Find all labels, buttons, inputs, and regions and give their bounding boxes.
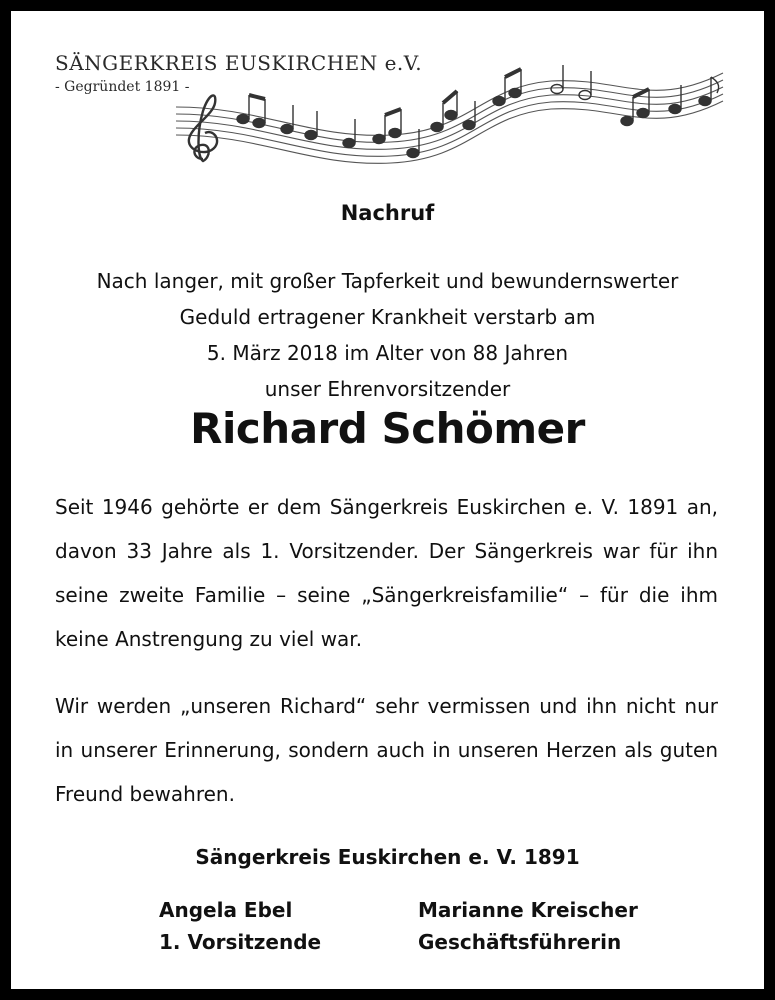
intro-line: Nach langer, mit großer Tapferkeit und bewundernswerter [96,269,679,293]
deceased-name: Richard Schömer [190,404,585,453]
signer-role: Geschäftsführerin [418,930,622,954]
signer-role: 1. Vorsitzende [159,930,322,954]
intro-line: unser Ehrenvorsitzender [264,377,511,401]
signer-1 [159,894,321,958]
signer-name: Marianne Kreischer [418,898,638,922]
intro-line: Geduld ertragener Krankheit verstarb am [179,305,596,329]
tribute-paragraph-1: Seit 1946 gehörte er dem Sängerkreis Euskirchen e. V. 1891 an, davon 33 Jahre als 1. Vorsitzender. Der Sängerkreis war für ihn seine zweite Familie – seine „Sängerkreisfamilie“ – für die ihm keine Anstrengung zu viel war. [55,495,718,651]
signer-name: Angela Ebel [159,898,293,922]
signer-2 [418,894,638,958]
music-notes-icon [237,65,719,158]
choir-logo [11,11,764,186]
tribute-paragraph-2: Wir werden „unseren Richard“ sehr vermissen und ihn nicht nur in unserer Erinnerung, sondern auch in unseren Herzen als guten Freund bewahren. [55,694,718,806]
signature-organization: Sängerkreis Euskirchen e. V. 1891 [195,845,580,869]
music-staff-icon [11,11,764,186]
logo-org-name: SÄNGERKREIS EUSKIRCHEN e.V. [55,51,423,75]
obituary-notice [11,11,764,989]
logo-founded-text: - Gegründet 1891 - [55,79,190,95]
intro-line: 5. März 2018 im Alter von 88 Jahren [206,341,569,365]
notice-intro [11,263,764,407]
notice-heading: Nachruf [340,201,435,225]
